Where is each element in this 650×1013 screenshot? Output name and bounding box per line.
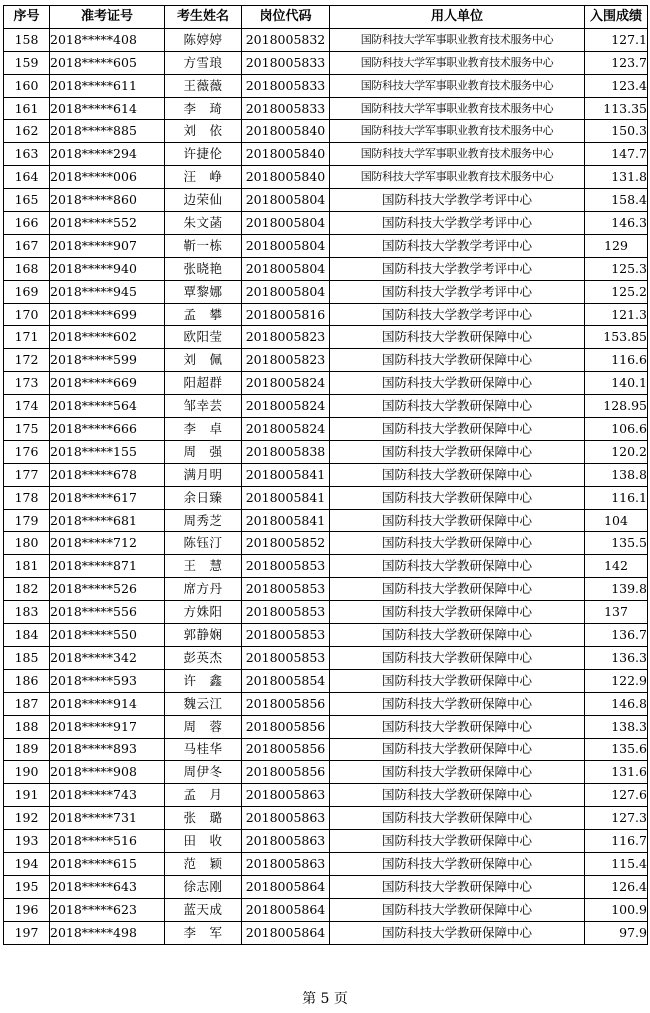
cell-score: 116.7 [585,830,648,853]
cell-unit: 国防科技大学教研保障中心 [330,395,585,418]
cell-score: 139.8 [585,578,648,601]
cell-post-code: 2018005854 [242,669,330,692]
table-row [4,555,648,578]
cell-exam-no: 2018*****556 [50,601,165,624]
cell-seq: 178 [4,486,50,509]
table-row [4,715,648,738]
cell-score: 127.3 [585,807,648,830]
cell-score: 137 [585,601,648,624]
cell-name: 周 强 [165,440,242,463]
cell-exam-no: 2018*****593 [50,669,165,692]
cell-exam-no: 2018*****908 [50,761,165,784]
cell-unit: 国防科技大学教研保障中心 [330,349,585,372]
cell-post-code: 2018005863 [242,784,330,807]
cell-seq: 177 [4,463,50,486]
cell-post-code: 2018005804 [242,280,330,303]
cell-name: 田 收 [165,830,242,853]
cell-score: 116.1 [585,486,648,509]
cell-unit: 国防科技大学教研保障中心 [330,486,585,509]
cell-unit: 国防科技大学教研保障中心 [330,578,585,601]
cell-score: 131.8 [585,166,648,189]
table-row [4,875,648,898]
cell-name: 覃黎娜 [165,280,242,303]
table-row [4,280,648,303]
cell-post-code: 2018005856 [242,715,330,738]
cell-unit: 国防科技大学教学考评中心 [330,257,585,280]
cell-unit: 国防科技大学教研保障中心 [330,784,585,807]
cell-seq: 191 [4,784,50,807]
cell-post-code: 2018005832 [242,28,330,51]
cell-post-code: 2018005804 [242,257,330,280]
cell-unit: 国防科技大学军事职业教育技术服务中心 [330,74,585,97]
table-row [4,830,648,853]
cell-seq: 189 [4,738,50,761]
cell-seq: 188 [4,715,50,738]
cell-name: 张 璐 [165,807,242,830]
table-row [4,463,648,486]
cell-post-code: 2018005863 [242,807,330,830]
table-row [4,303,648,326]
table-row [4,212,648,235]
cell-seq: 197 [4,921,50,944]
cell-post-code: 2018005856 [242,692,330,715]
cell-seq: 173 [4,372,50,395]
cell-seq: 159 [4,51,50,74]
cell-score: 121.3 [585,303,648,326]
cell-post-code: 2018005853 [242,646,330,669]
table-body [4,28,648,944]
cell-exam-no: 2018*****498 [50,921,165,944]
cell-seq: 172 [4,349,50,372]
cell-exam-no: 2018*****731 [50,807,165,830]
cell-exam-no: 2018*****678 [50,463,165,486]
cell-post-code: 2018005841 [242,486,330,509]
cell-unit: 国防科技大学军事职业教育技术服务中心 [330,166,585,189]
cell-name: 靳一栋 [165,234,242,257]
table-row [4,166,648,189]
cell-exam-no: 2018*****599 [50,349,165,372]
cell-post-code: 2018005838 [242,440,330,463]
table-row [4,51,648,74]
table-row [4,234,648,257]
table-row [4,578,648,601]
cell-name: 王 慧 [165,555,242,578]
cell-exam-no: 2018*****294 [50,143,165,166]
cell-seq: 175 [4,418,50,441]
cell-name: 李 琦 [165,97,242,120]
cell-score: 128.95 [585,395,648,418]
cell-seq: 168 [4,257,50,280]
cell-name: 李 军 [165,921,242,944]
cell-post-code: 2018005833 [242,97,330,120]
cell-unit: 国防科技大学军事职业教育技术服务中心 [330,51,585,74]
cell-name: 朱文菡 [165,212,242,235]
cell-unit: 国防科技大学教学考评中心 [330,280,585,303]
cell-seq: 186 [4,669,50,692]
cell-exam-no: 2018*****917 [50,715,165,738]
cell-name: 边荣仙 [165,189,242,212]
cell-score: 122.9 [585,669,648,692]
cell-unit: 国防科技大学教研保障中心 [330,921,585,944]
cell-exam-no: 2018*****342 [50,646,165,669]
cell-name: 范 颖 [165,852,242,875]
table-row [4,257,648,280]
table-row [4,669,648,692]
cell-post-code: 2018005804 [242,212,330,235]
cell-post-code: 2018005804 [242,189,330,212]
cell-unit: 国防科技大学教学考评中心 [330,234,585,257]
page-number: 第 5 页 [302,991,348,1007]
table-row [4,28,648,51]
cell-unit: 国防科技大学教研保障中心 [330,440,585,463]
cell-unit: 国防科技大学教研保障中心 [330,692,585,715]
cell-name: 魏云江 [165,692,242,715]
cell-exam-no: 2018*****907 [50,234,165,257]
cell-unit: 国防科技大学教研保障中心 [330,555,585,578]
cell-score: 97.9 [585,921,648,944]
table-row [4,143,648,166]
cell-post-code: 2018005824 [242,395,330,418]
cell-post-code: 2018005824 [242,372,330,395]
cell-name: 汪 峥 [165,166,242,189]
cell-name: 陈婷婷 [165,28,242,51]
cell-seq: 192 [4,807,50,830]
header-score: 入围成绩 [585,6,648,29]
cell-seq: 176 [4,440,50,463]
header-row [4,6,648,29]
cell-name: 马桂华 [165,738,242,761]
cell-score: 129 [585,234,648,257]
cell-name: 欧阳莹 [165,326,242,349]
table-row [4,97,648,120]
cell-score: 106.6 [585,418,648,441]
cell-exam-no: 2018*****614 [50,97,165,120]
cell-unit: 国防科技大学军事职业教育技术服务中心 [330,120,585,143]
cell-name: 孟 攀 [165,303,242,326]
cell-exam-no: 2018*****550 [50,624,165,647]
cell-score: 113.35 [585,97,648,120]
cell-score: 127.1 [585,28,648,51]
cell-seq: 187 [4,692,50,715]
cell-seq: 193 [4,830,50,853]
cell-seq: 181 [4,555,50,578]
table-row [4,624,648,647]
cell-unit: 国防科技大学教研保障中心 [330,326,585,349]
cell-exam-no: 2018*****871 [50,555,165,578]
cell-score: 104 [585,509,648,532]
cell-name: 王薇薇 [165,74,242,97]
table-row [4,395,648,418]
cell-score: 135.5 [585,532,648,555]
cell-name: 许捷伦 [165,143,242,166]
cell-post-code: 2018005833 [242,74,330,97]
table-row [4,372,648,395]
cell-score: 115.4 [585,852,648,875]
cell-seq: 160 [4,74,50,97]
cell-score: 142 [585,555,648,578]
table-row [4,898,648,921]
cell-post-code: 2018005823 [242,349,330,372]
cell-name: 方雪琅 [165,51,242,74]
cell-score: 125.2 [585,280,648,303]
cell-unit: 国防科技大学教学考评中心 [330,212,585,235]
cell-score: 126.4 [585,875,648,898]
cell-post-code: 2018005856 [242,738,330,761]
cell-post-code: 2018005853 [242,555,330,578]
cell-unit: 国防科技大学教研保障中心 [330,601,585,624]
cell-seq: 194 [4,852,50,875]
table-row [4,326,648,349]
cell-exam-no: 2018*****155 [50,440,165,463]
cell-name: 方姝阳 [165,601,242,624]
cell-score: 147.7 [585,143,648,166]
cell-seq: 169 [4,280,50,303]
cell-seq: 161 [4,97,50,120]
cell-post-code: 2018005856 [242,761,330,784]
cell-name: 孟 月 [165,784,242,807]
cell-unit: 国防科技大学教研保障中心 [330,418,585,441]
cell-score: 136.7 [585,624,648,647]
cell-score: 153.85 [585,326,648,349]
cell-seq: 174 [4,395,50,418]
cell-post-code: 2018005853 [242,578,330,601]
cell-seq: 195 [4,875,50,898]
cell-unit: 国防科技大学教研保障中心 [330,372,585,395]
table-row [4,486,648,509]
cell-post-code: 2018005863 [242,852,330,875]
cell-score: 138.3 [585,715,648,738]
table-row [4,646,648,669]
cell-post-code: 2018005863 [242,830,330,853]
cell-name: 郭静娴 [165,624,242,647]
cell-seq: 166 [4,212,50,235]
cell-name: 刘 佩 [165,349,242,372]
cell-seq: 158 [4,28,50,51]
cell-exam-no: 2018*****712 [50,532,165,555]
cell-post-code: 2018005864 [242,921,330,944]
table-row [4,349,648,372]
cell-unit: 国防科技大学教研保障中心 [330,852,585,875]
cell-score: 158.4 [585,189,648,212]
cell-exam-no: 2018*****006 [50,166,165,189]
cell-seq: 171 [4,326,50,349]
cell-unit: 国防科技大学教研保障中心 [330,624,585,647]
cell-post-code: 2018005841 [242,509,330,532]
cell-post-code: 2018005864 [242,898,330,921]
cell-unit: 国防科技大学军事职业教育技术服务中心 [330,97,585,120]
cell-unit: 国防科技大学教学考评中心 [330,303,585,326]
cell-score: 136.3 [585,646,648,669]
cell-exam-no: 2018*****615 [50,852,165,875]
cell-post-code: 2018005823 [242,326,330,349]
cell-score: 150.3 [585,120,648,143]
header-post-code: 岗位代码 [242,6,330,29]
cell-exam-no: 2018*****743 [50,784,165,807]
cell-score: 125.3 [585,257,648,280]
table-row [4,692,648,715]
cell-post-code: 2018005816 [242,303,330,326]
cell-name: 周 蓉 [165,715,242,738]
cell-seq: 185 [4,646,50,669]
cell-seq: 190 [4,761,50,784]
cell-score: 146.8 [585,692,648,715]
cell-unit: 国防科技大学教研保障中心 [330,738,585,761]
cell-exam-no: 2018*****893 [50,738,165,761]
cell-seq: 196 [4,898,50,921]
cell-name: 张晓艳 [165,257,242,280]
cell-exam-no: 2018*****699 [50,303,165,326]
cell-name: 彭英杰 [165,646,242,669]
cell-unit: 国防科技大学教研保障中心 [330,463,585,486]
cell-unit: 国防科技大学教研保障中心 [330,669,585,692]
cell-seq: 162 [4,120,50,143]
cell-exam-no: 2018*****602 [50,326,165,349]
cell-post-code: 2018005804 [242,234,330,257]
cell-score: 146.3 [585,212,648,235]
cell-exam-no: 2018*****945 [50,280,165,303]
cell-score: 135.6 [585,738,648,761]
cell-post-code: 2018005852 [242,532,330,555]
cell-unit: 国防科技大学教学考评中心 [330,189,585,212]
cell-score: 123.7 [585,51,648,74]
cell-unit: 国防科技大学教研保障中心 [330,830,585,853]
cell-unit: 国防科技大学军事职业教育技术服务中心 [330,28,585,51]
table-row [4,601,648,624]
table-row [4,761,648,784]
cell-exam-no: 2018*****885 [50,120,165,143]
cell-exam-no: 2018*****914 [50,692,165,715]
cell-seq: 180 [4,532,50,555]
table-row [4,440,648,463]
cell-name: 周伊冬 [165,761,242,784]
table-row [4,120,648,143]
cell-unit: 国防科技大学教研保障中心 [330,532,585,555]
cell-post-code: 2018005840 [242,120,330,143]
cell-post-code: 2018005824 [242,418,330,441]
cell-name: 蓝天成 [165,898,242,921]
cell-name: 陈钰汀 [165,532,242,555]
table-row [4,418,648,441]
cell-seq: 164 [4,166,50,189]
cell-exam-no: 2018*****605 [50,51,165,74]
cell-name: 邹幸芸 [165,395,242,418]
cell-exam-no: 2018*****860 [50,189,165,212]
cell-seq: 167 [4,234,50,257]
cell-exam-no: 2018*****940 [50,257,165,280]
cell-unit: 国防科技大学教研保障中心 [330,875,585,898]
cell-unit: 国防科技大学教研保障中心 [330,646,585,669]
cell-seq: 170 [4,303,50,326]
cell-name: 李 卓 [165,418,242,441]
cell-score: 100.9 [585,898,648,921]
table-row [4,921,648,944]
cell-unit: 国防科技大学教研保障中心 [330,898,585,921]
cell-exam-no: 2018*****611 [50,74,165,97]
header-name: 考生姓名 [165,6,242,29]
cell-exam-no: 2018*****408 [50,28,165,51]
results-table [3,5,648,945]
cell-exam-no: 2018*****666 [50,418,165,441]
cell-exam-no: 2018*****643 [50,875,165,898]
cell-name: 席方丹 [165,578,242,601]
cell-seq: 182 [4,578,50,601]
cell-unit: 国防科技大学教研保障中心 [330,715,585,738]
table-row [4,852,648,875]
header-exam-no: 准考证号 [50,6,165,29]
cell-exam-no: 2018*****516 [50,830,165,853]
cell-post-code: 2018005864 [242,875,330,898]
table-row [4,74,648,97]
cell-name: 许 鑫 [165,669,242,692]
cell-unit: 国防科技大学军事职业教育技术服务中心 [330,143,585,166]
cell-exam-no: 2018*****526 [50,578,165,601]
cell-score: 140.1 [585,372,648,395]
cell-unit: 国防科技大学教研保障中心 [330,509,585,532]
cell-unit: 国防科技大学教研保障中心 [330,807,585,830]
cell-unit: 国防科技大学教研保障中心 [330,761,585,784]
header-unit: 用人单位 [330,6,585,29]
cell-name: 满月明 [165,463,242,486]
cell-post-code: 2018005853 [242,601,330,624]
cell-seq: 179 [4,509,50,532]
cell-score: 116.6 [585,349,648,372]
table-row [4,532,648,555]
table-row [4,738,648,761]
cell-exam-no: 2018*****617 [50,486,165,509]
cell-seq: 184 [4,624,50,647]
cell-exam-no: 2018*****552 [50,212,165,235]
cell-exam-no: 2018*****669 [50,372,165,395]
header-seq: 序号 [4,6,50,29]
cell-seq: 165 [4,189,50,212]
cell-name: 阳超群 [165,372,242,395]
cell-post-code: 2018005840 [242,143,330,166]
cell-score: 131.6 [585,761,648,784]
cell-score: 127.6 [585,784,648,807]
cell-exam-no: 2018*****564 [50,395,165,418]
cell-name: 周秀芝 [165,509,242,532]
cell-exam-no: 2018*****681 [50,509,165,532]
cell-score: 120.2 [585,440,648,463]
table-row [4,807,648,830]
cell-post-code: 2018005833 [242,51,330,74]
cell-post-code: 2018005840 [242,166,330,189]
cell-seq: 183 [4,601,50,624]
table-row [4,509,648,532]
cell-exam-no: 2018*****623 [50,898,165,921]
cell-post-code: 2018005853 [242,624,330,647]
cell-name: 徐志刚 [165,875,242,898]
cell-name: 余日臻 [165,486,242,509]
cell-score: 138.8 [585,463,648,486]
cell-score: 123.4 [585,74,648,97]
cell-post-code: 2018005841 [242,463,330,486]
table-row [4,784,648,807]
table-row [4,189,648,212]
cell-seq: 163 [4,143,50,166]
cell-name: 刘 依 [165,120,242,143]
